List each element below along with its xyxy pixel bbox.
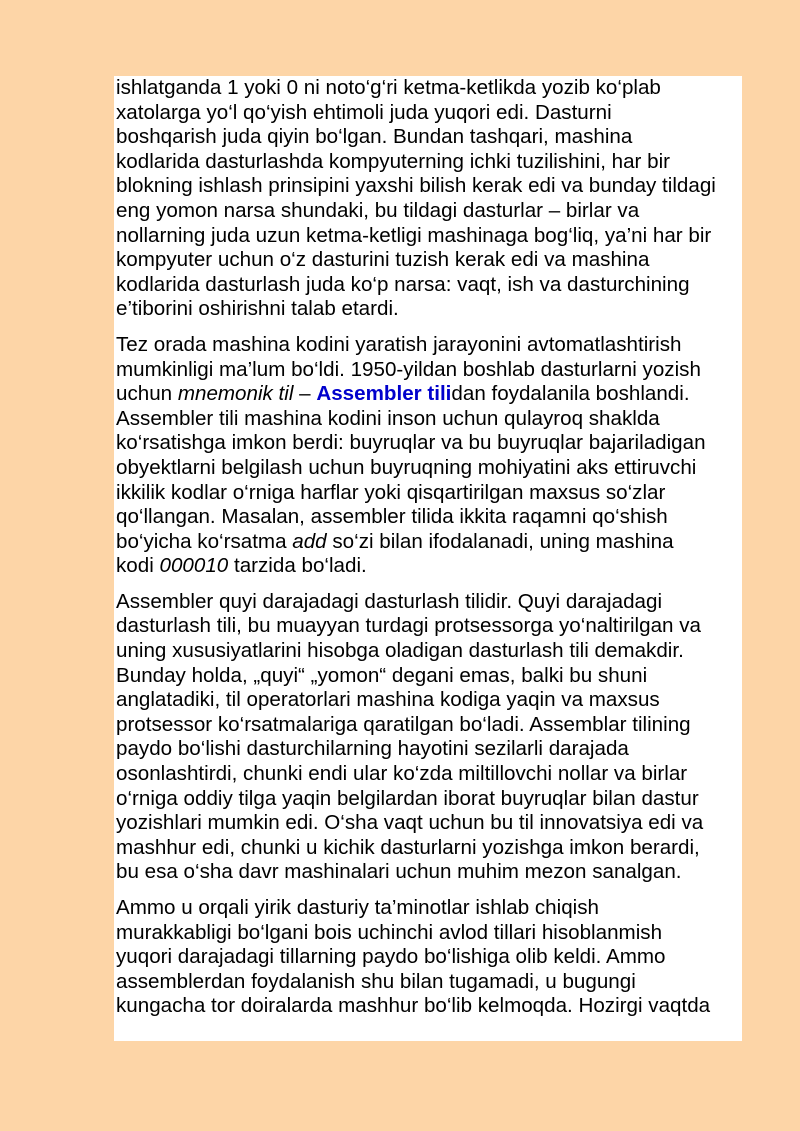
text-line: assemblerdan foydalanish shu bilan tugamadi, u bugungi [116,969,636,993]
term-000010: 000010 [159,554,229,578]
text-line: obyektlarni belgilash uchun buyruqning mohiyatini aks ettiruvchi [116,455,697,479]
text-line: uning xususiyatlarini hisobga oladigan dasturlash tili demakdir. [116,639,684,663]
text-line: xatolarga yo‘l qo‘yish ehtimoli juda yuqori edi. Dasturni [116,100,612,124]
text-line: o‘rniga oddiy tilga yaqin belgilardan iborat buyruqlar bilan dastur [116,786,699,810]
text-line: mashhur edi, chunki u kichik dasturlarni yozishga imkon berardi, [116,835,700,859]
text-line: kodlarida dasturlash juda ko‘p narsa: vaqt, ish va dasturchining [116,272,690,296]
text-line: Assembler quyi darajadagi dasturlash tilidir. Quyi darajadagi [116,589,663,613]
text-line: yozishlari mumkin edi. O‘sha vaqt uchun bu til innovatsiya edi va [116,811,704,835]
text-segment: tarzida bo‘ladi. [228,554,367,578]
assembler-tili-link[interactable]: Assembler tili [316,382,452,406]
paragraph-4 [116,896,742,1019]
text-line: murakkabligi bo‘lgani bois uchinchi avlod tillari hisoblanmish [116,920,663,944]
text-line: yuqori darajadagi tillarning paydo bo‘lishiga olib keldi. Ammo [116,945,666,969]
text-line: ko‘rsatishga imkon berdi: buyruqlar va bu buyruqlar bajariladigan [116,431,706,455]
text-segment: dan foydalanila boshlandi. [451,382,690,406]
text-line: blokning ishlash prinsipini yaxshi bilish kerak edi va bunday tildagi [116,174,716,198]
paragraph-3 [116,590,742,885]
text-line: Ammo u orqali yirik dasturiy ta’minotlar ishlab chiqish [116,896,599,919]
text-line: bu esa o‘sha davr mashinalari uchun muhim mezon sanalgan. [116,860,682,884]
text-segment: kodi [116,554,160,578]
text-line: Tez orada mashina kodini yaratish jarayonini avtomatlashtirish [116,332,682,356]
text-line [116,554,742,579]
text-line: qo‘llangan. Masalan, assembler tilida ikkita raqamni qo‘shish [116,505,668,529]
text-line: boshqarish juda qiyin bo‘lgan. Bundan tashqari, mashina [116,125,633,149]
text-segment: uchun [116,382,178,406]
document-page [114,76,742,1041]
text-line: nollarning juda uzun ketma-ketligi mashinaga bog‘liq, ya’ni har bir [116,223,712,247]
text-line: osonlashtirdi, chunki endi ular ko‘zda miltillovchi nollar va birlar [116,762,688,786]
text-line: kodlarida dasturlashda kompyuterning ichki tuzilishini, har bir [116,149,671,173]
text-line: protsessor ko‘rsatmalariga qaratilgan bo‘ladi. Assemblar tilining [116,712,691,736]
text-segment: bo‘yicha ko‘rsatma [116,529,293,553]
text-line: paydo bo‘lishi dasturchilarning hayotini sezilarli darajada [116,737,629,761]
text-line: eng yomon narsa shundaki, bu tildagi dasturlar – birlar va [116,198,640,222]
text-line: anglatadiki, til operatorlari mashina kodiga yaqin va maxsus [116,688,660,712]
text-line: ikkilik kodlar o‘rniga harflar yoki qisqartirilgan maxsus so‘zlar [116,480,666,504]
text-line [116,382,742,407]
text-segment: – [293,382,317,406]
text-line: dasturlash tili, bu muayyan turdagi protsessorga yo‘naltirilgan va [116,614,701,638]
term-mnemonic-til: mnemonik til [177,382,294,406]
text-segment: so‘zi bilan ifodalanadi, uning mashina [326,529,674,553]
text-line: kompyuter uchun o‘z dasturini tuzish kerak edi va mashina [116,248,650,272]
text-line: ishlatganda 1 yoki 0 ni noto‘g‘ri ketma-ketlikda yozib ko‘plab [116,76,661,99]
text-line: e’tiborini oshirishni talab etardi. [116,297,399,321]
text-line [116,530,742,555]
text-line: Assembler tili mashina kodini inson uchun qulayroq shaklda [116,406,660,430]
paragraph-1 [116,76,742,322]
text-line: Bunday holda, „quyi“ „yomon“ degani emas, balki bu shuni [116,663,648,687]
text-line: kungacha tor doiralarda mashhur bo‘lib kelmoqda. Hozirgi vaqtda [116,994,711,1018]
text-line: mumkinligi ma’lum bo‘ldi. 1950-yildan boshlab dasturlarni yozish [116,357,701,381]
paragraph-2 [116,333,742,579]
term-add: add [292,529,327,553]
